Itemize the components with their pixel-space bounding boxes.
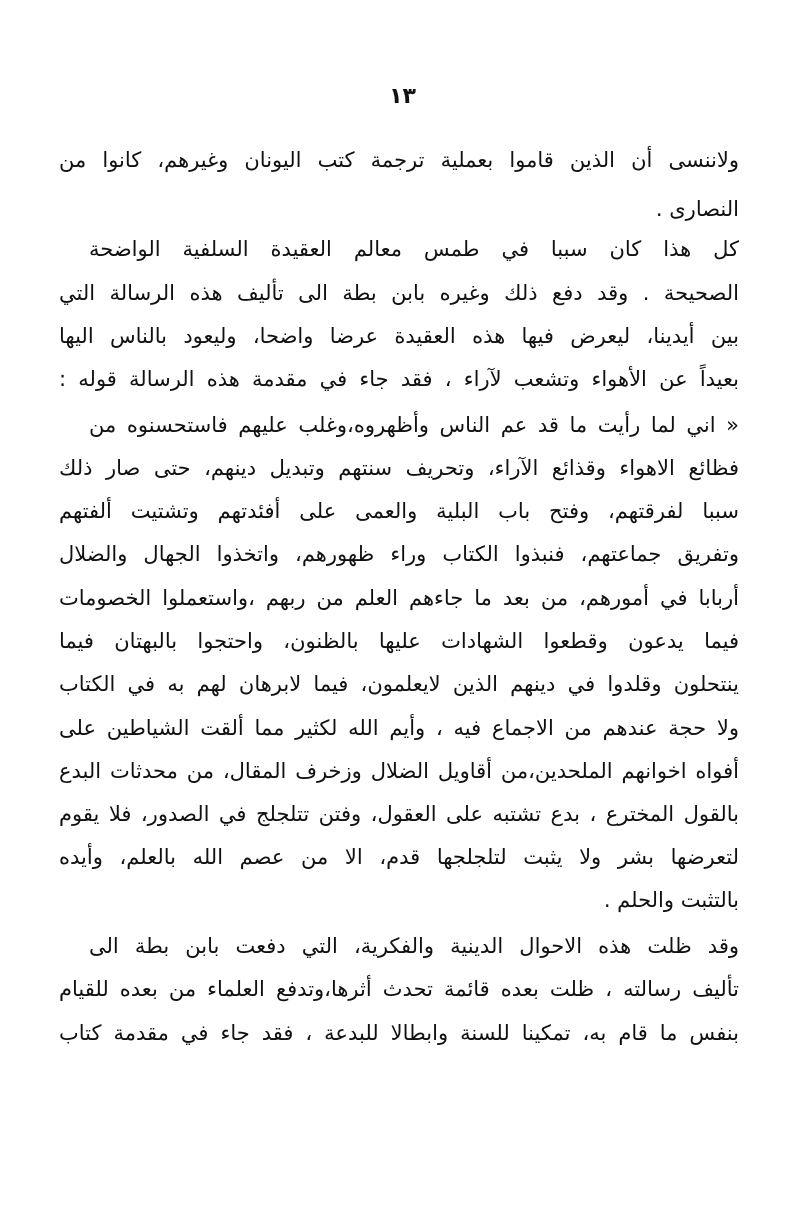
text-line: بالقول المخترع ، بدع تشتبه على العقول، وفتن تتلجلج في الصدور، فلا يقوم xyxy=(59,802,739,826)
text-line: سببا لفرقتهم، وفتح باب البلية والعمى على أفئدتهم وتشتيت ألفتهم xyxy=(59,499,739,523)
text-line: أربابا في أمورهم، من بعد ما جاءهم العلم من ربهم ،واستعملوا الخصومات xyxy=(59,586,739,610)
text-line: وقد ظلت هذه الاحوال الدينية والفكرية، التي دفعت بابن بطة الى xyxy=(89,934,739,958)
text-line: بين أيدينا، ليعرض فيها هذه العقيدة عرضا واضحا، وليعود بالناس اليها xyxy=(59,324,739,348)
text-line: بعيداً عن الأهواء وتشعب لآراء ، فقد جاء في مقدمة هذه الرسالة قوله : xyxy=(59,367,739,391)
text-line: الصحيحة . وقد دفع ذلك وغيره بابن بطة الى تأليف هذه الرسالة التي xyxy=(59,281,739,305)
text-line: فظائع الاهواء وقذائع الآراء، وتحريف سنتهم وتبديل دينهم، حتى صار ذلك xyxy=(59,456,739,480)
text-line: ولاننسى أن الذين قاموا بعملية ترجمة كتب اليونان وغيرهم، كانوا من xyxy=(59,148,739,172)
text-line: بالتثبت والحلم . xyxy=(603,888,739,912)
text-line: وتفريق جماعتهم، فنبذوا الكتاب وراء ظهورهم، واتخذوا الجهال والضلال xyxy=(59,542,739,566)
text-line: « اني لما رأيت ما قد عم الناس وأظهروه،وغلب عليهم فاستحسنوه من xyxy=(89,413,739,437)
text-line: النصارى . xyxy=(655,197,739,221)
text-line: كل هذا كان سببا في طمس معالم العقيدة السلفية الواضحة xyxy=(89,237,739,261)
text-line: فيما يدعون وقطعوا الشهادات عليها بالظنون، واحتجوا بالبهتان فيما xyxy=(59,629,739,653)
page-number: ١٣ xyxy=(389,84,416,109)
text-line: ينتحلون وقلدوا في دينهم الذين لايعلمون، فيما لابرهان لهم به في الكتاب xyxy=(59,672,739,696)
text-line: بنفس ما قام به، تمكينا للسنة وابطالا للبدعة ، فقد جاء في مقدمة كتاب xyxy=(59,1021,739,1045)
text-line: تأليف رسالته ، ظلت بعده قائمة تحدث أثرها،وتدفع العلماء من بعده للقيام xyxy=(59,977,739,1001)
text-line: أفواه اخوانهم الملحدين،من أقاويل الضلال وزخرف المقال، من محدثات البدع xyxy=(59,759,739,783)
text-line: ولا حجة عندهم من الاجماع فيه ، وأيم الله لكثير مما ألقت الشياطين على xyxy=(59,716,739,740)
text-line: لتعرضها بشر ولا يثبت لتلجلجها قدم، الا من عصم الله بالعلم، وأيده xyxy=(59,845,739,869)
